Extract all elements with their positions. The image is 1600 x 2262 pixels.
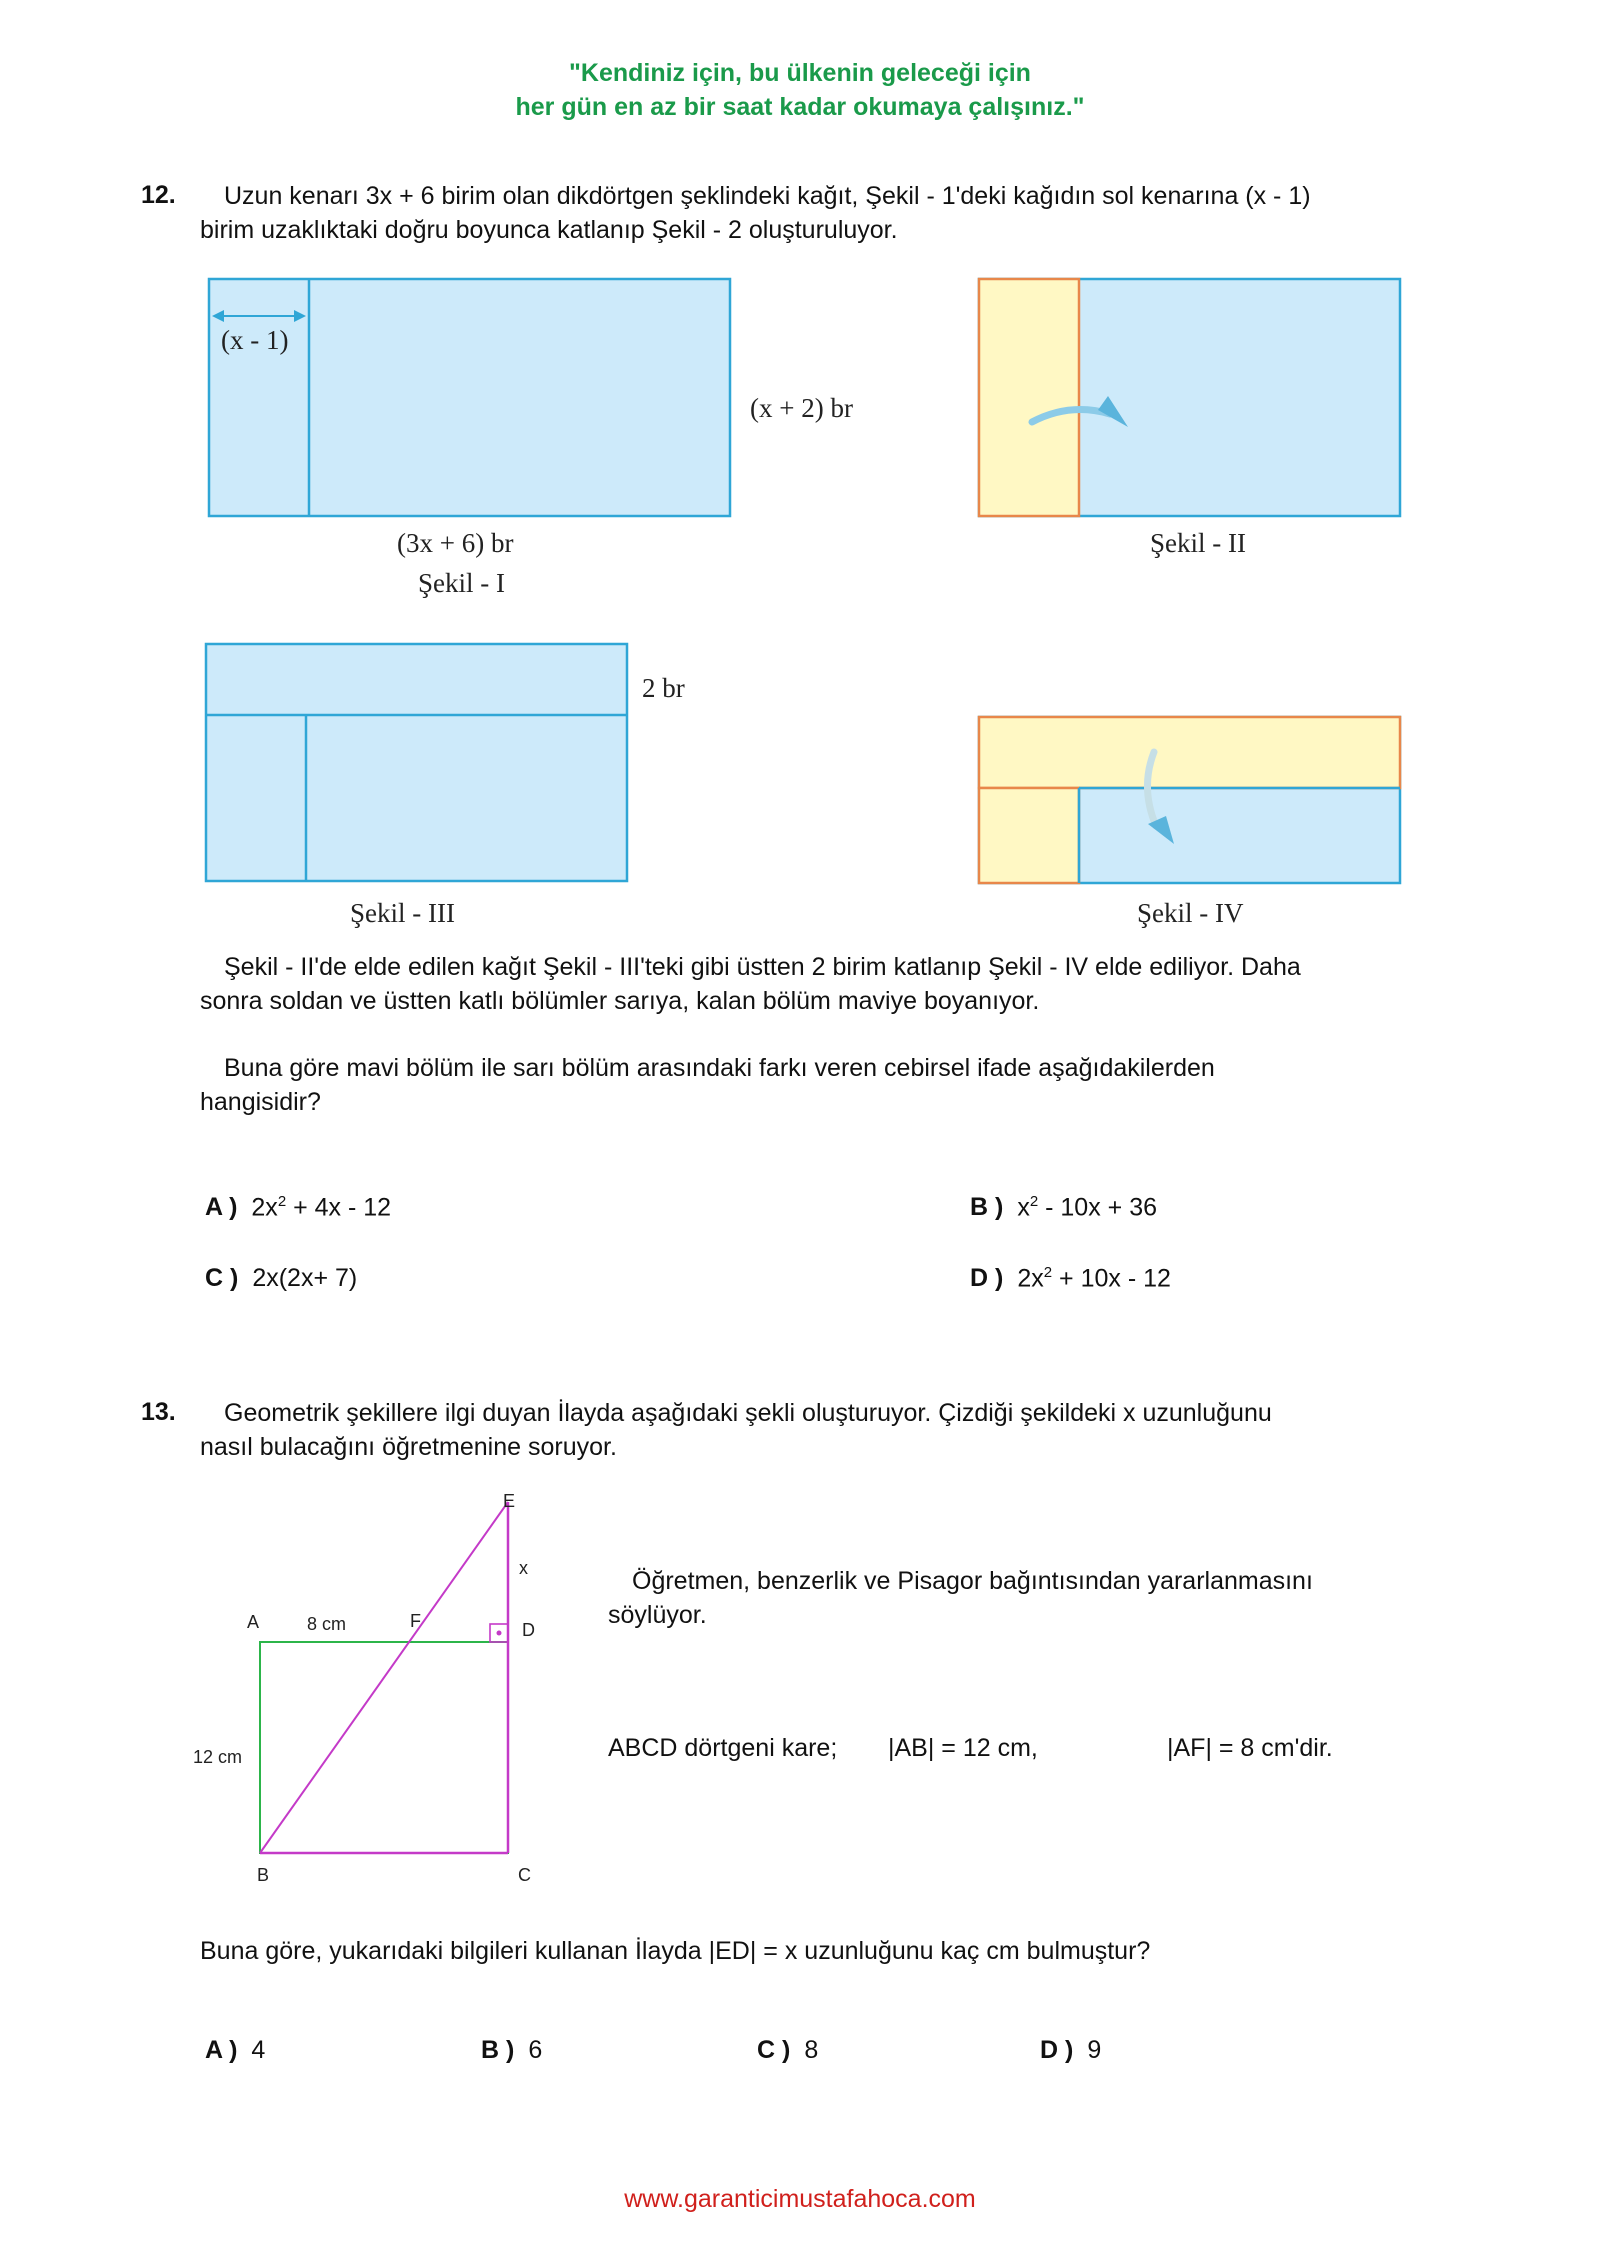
q12-number: 12. [141,181,176,209]
given-2: |AB| = 12 cm, [888,1734,1038,1762]
fig3-caption: Şekil - III [350,898,455,928]
fig3-label-2br: 2 br [642,673,685,703]
option-letter: C ) [205,1264,239,1292]
q12-option-b[interactable] [970,1193,1157,1222]
point-label-f: F [410,1611,421,1631]
option-exponent: 2 [1043,1264,1053,1281]
option-text: 6 [528,2036,543,2064]
figure-1 [200,270,740,530]
footer-url[interactable]: www.garanticimustafahoca.com [624,2185,976,2213]
option-text: 8 [804,2036,819,2064]
option-term: x [1017,1193,1030,1222]
q12-intro-line2: birim uzaklıktaki doğru boyunca katlanıp Şekil - 2 oluşturuluyor. [200,216,898,244]
teacher-line1: Öğretmen, benzerlik ve Pisagor bağıntısından yararlanmasını [632,1567,1313,1595]
header-line-1: "Kendiniz için, bu ülkenin geleceği için [569,59,1031,87]
q13-option-a[interactable] [205,2036,265,2065]
option-letter: B ) [481,2036,515,2064]
af-length-label: 8 cm [307,1614,347,1634]
point-label-e: E [503,1491,516,1511]
option-rest: + 10x - 12 [1052,1264,1171,1293]
fig4-caption: Şekil - IV [1137,898,1244,928]
given-1: ABCD dörtgeni kare; [608,1734,838,1762]
option-letter: D ) [1040,2036,1074,2064]
teacher-line2: söylüyor. [608,1601,707,1629]
fig2-caption: Şekil - II [1150,528,1246,558]
figure-4 [970,708,1410,888]
ab-length-label: 12 cm [193,1747,243,1767]
option-letter: A ) [205,1193,238,1222]
figure-2 [970,270,1410,530]
option-term: 2x [1017,1264,1044,1293]
q12-para2-line2: sonra soldan ve üstten katlı bölümler sarıya, kalan bölüm maviye boyanıyor. [200,987,1040,1015]
point-label-x: x [519,1558,528,1578]
q12-intro-line1: Uzun kenarı 3x + 6 birim olan dikdörtgen şeklindeki kağıt, Şekil - 1'deki kağıdın sol kenarına (x - 1) [224,182,1311,210]
option-letter: D ) [970,1264,1004,1293]
q13-option-c[interactable] [757,2036,818,2065]
q13-option-d[interactable] [1040,2036,1101,2065]
option-text: 9 [1087,2036,1102,2064]
q12-option-d[interactable] [970,1264,1171,1293]
q13-number: 13. [141,1398,176,1426]
q13-intro-line2: nasıl bulacağını öğretmenine soruyor. [200,1433,617,1461]
option-letter: A ) [205,2036,238,2064]
figure-3 [197,635,637,890]
fig1-label-height: (x + 2) br [750,393,853,423]
fig1-label-width: (3x + 6) br [397,528,514,558]
header-line-2: her gün en az bir saat kadar okumaya çalışınız." [515,93,1085,121]
option-rest: + 4x - 12 [286,1193,392,1222]
point-label-a: A [247,1612,260,1632]
point-label-d: D [522,1620,535,1640]
point-label-c: C [518,1865,531,1885]
option-exponent: 2 [277,1193,287,1210]
q13-question: Buna göre, yukarıdaki bilgileri kullanan İlayda |ED| = x uzunluğunu kaç cm bulmuştur? [200,1937,1151,1965]
q13-geometry-figure [180,1490,560,1890]
q13-option-b[interactable] [481,2036,542,2065]
right-angle-icon [490,1624,508,1642]
fig1-caption: Şekil - I [418,568,505,598]
header-quote [0,56,1600,124]
option-text: 2x(2x+ 7) [252,1264,358,1292]
q13-intro-line1: Geometrik şekillere ilgi duyan İlayda aşağıdaki şekli oluşturuyor. Çizdiği şekildeki x uzunluğunu [224,1399,1272,1427]
q12-question-line2: hangisidir? [200,1088,321,1116]
square-abcd [260,1642,508,1853]
option-text: 4 [251,2036,266,2064]
fig1-label-x1: (x - 1) [221,325,289,355]
option-letter: C ) [757,2036,791,2064]
q12-option-a[interactable] [205,1193,391,1222]
q12-option-c[interactable] [205,1264,357,1293]
point-label-b: B [257,1865,270,1885]
q12-para2-line1: Şekil - II'de elde edilen kağıt Şekil - III'teki gibi üstten 2 birim katlanıp Şekil - IV elde ediliyor. Daha [224,953,1301,981]
option-rest: - 10x + 36 [1038,1193,1157,1222]
option-exponent: 2 [1029,1193,1039,1210]
option-term: 2x [251,1193,278,1222]
option-letter: B ) [970,1193,1004,1222]
q12-question-line1: Buna göre mavi bölüm ile sarı bölüm arasındaki farkı veren cebirsel ifade aşağıdakilerden [224,1054,1215,1082]
given-3: |AF| = 8 cm'dir. [1167,1734,1333,1762]
